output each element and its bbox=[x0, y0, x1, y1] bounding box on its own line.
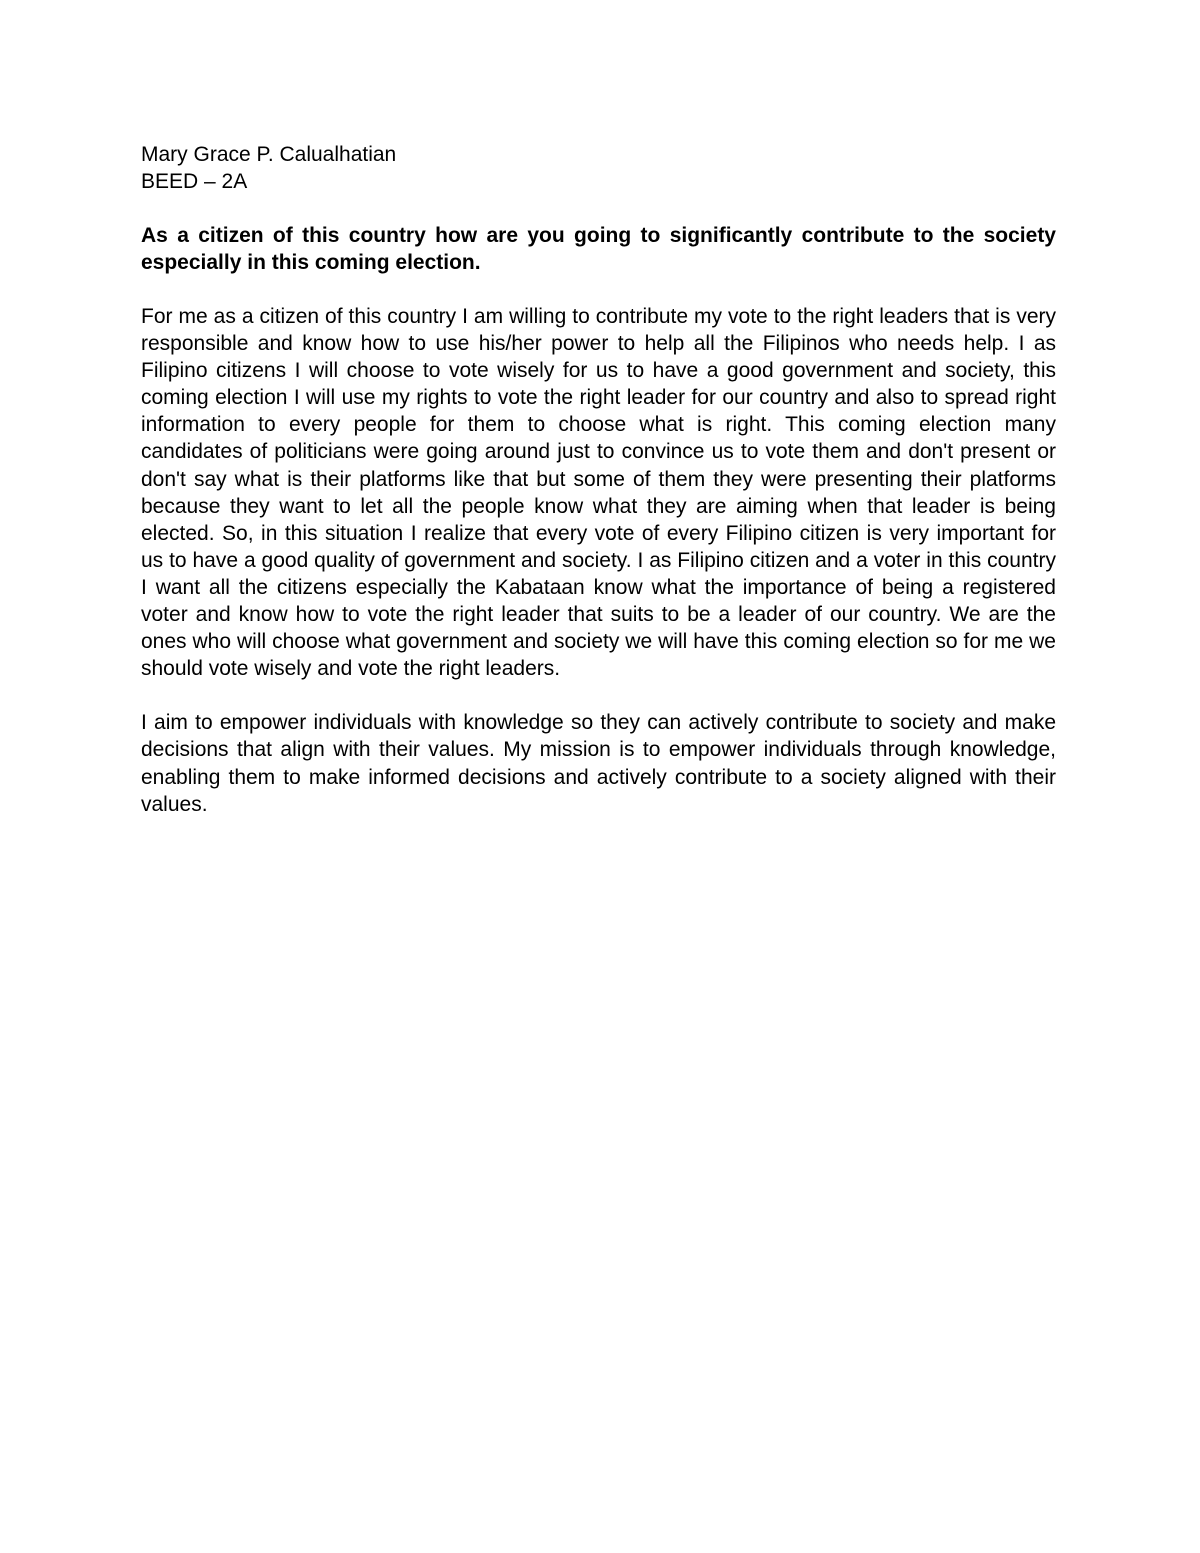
essay-paragraph-2: I aim to empower individuals with knowledge so they can actively contribute to society and make decisions that align with their values. My mission is to empower individuals through knowledge, enabling them to make informed decisions and actively contribute to a society aligned with their values. bbox=[141, 711, 1056, 816]
essay-question: As a citizen of this country how are you going to significantly contribute to the society especially in this coming election. bbox=[141, 224, 1056, 274]
course-section: BEED – 2A bbox=[141, 170, 248, 193]
author-name: Mary Grace P. Calualhatian bbox=[141, 143, 397, 166]
document-body bbox=[141, 141, 1056, 818]
essay-paragraph-1: For me as a citizen of this country I am willing to contribute my vote to the right leaders that is very responsible and know how to use his/her power to help all the Filipinos who needs help. I as Filipino citizens I will choose to vote wisely for us to have a good government and society, this coming election I will use my rights to vote the right leader for our country and also to spread right information to every people for them to choose what is right. This coming election many candidates of politicians were going around just to convince us to vote them and don't present or don't say what is their platforms like that but some of them they were presenting their platforms because they want to let all the people know what they are aiming when that leader is being elected. So, in this situation I realize that every vote of every Filipino citizen is very important for us to have a good quality of government and society. I as Filipino citizen and a voter in this country I want all the citizens especially the Kabataan know what the importance of being a registered voter and know how to vote the right leader that suits to be a leader of our country. We are the ones who will choose what government and society we will have this coming election so for me we should vote wisely and vote the right leaders. bbox=[141, 305, 1056, 681]
